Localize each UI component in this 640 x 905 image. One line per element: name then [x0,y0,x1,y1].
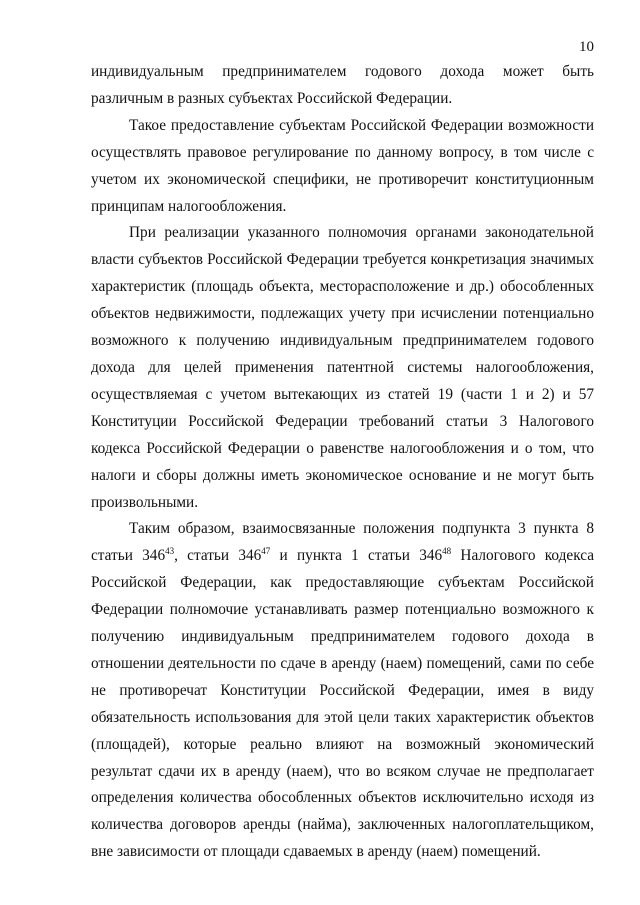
paragraph-conclusion [91,516,594,866]
paragraph-implementation: При реализации указанного полномочия органами законодательной власти субъектов Российской Федерации требуется конкретизация значимых характеристик (площадь объекта, месторасположение и др.) обособленных объектов недвижимости, подлежащих учету при исчислении потенциально возможного к получению индивидуальным предпринимателем годового дохода для целей применения патентной системы налогообложения, осуществляемая с учетом вытекающих из статей 19 (части 1 и 2) и 57 Конституции Российской Федерации требований статьи 3 Налогового кодекса Российской Федерации о равенстве налогообложения и о том, что налоги и сборы должны иметь экономическое основание и не могут быть произвольными. [91,224,594,511]
page-number: 10 [579,39,594,55]
conclusion-text-part: и пункта 1 статьи 346 [270,547,443,565]
article-superscript: 43 [165,546,175,557]
paragraph-continuation: индивидуальным предпринимателем годового дохода может быть различным в разных субъектах Российской Федерации. [91,63,594,107]
conclusion-text-part: Налогового кодекса Российской Федерации, как предоставляющие субъектам Российской Федерации полномочие устанавливать размер потенциально возможного к получению индивидуальным предпринимателем годового дохода в отношении деятельности по сдаче в аренду (наем) помещений, сами по себе не противоречат Конституции Российской Федерации, имея в виду обязательность использования для этой цели таких характеристик объектов (площадей), которые реально влияют на возможный экономический результат сдачи их в аренду (наем), что во всяком случае не предполагает определения количества обособленных объектов исключительно исходя из количества договоров аренды (найма), заключенных налогоплательщиком, вне зависимости от площади сдаваемых в аренду (наем) помещений. [91,547,595,861]
conclusion-text-part: , статьи 346 [174,547,262,565]
article-superscript: 47 [261,546,271,557]
paragraph-regulation-possibility: Такое предоставление субъектам Российской Федерации возможности осуществлять правовое регулирование по данному вопросу, в том числе с учетом их экономической специфики, не противоречит конституционным принципам налогообложения. [91,116,594,215]
conclusion-text-part: Таким образом, взаимосвязанные положения подпункта 3 пункта 8 статьи 346 [91,520,594,565]
article-superscript: 48 [442,546,452,557]
document-body [91,59,594,866]
